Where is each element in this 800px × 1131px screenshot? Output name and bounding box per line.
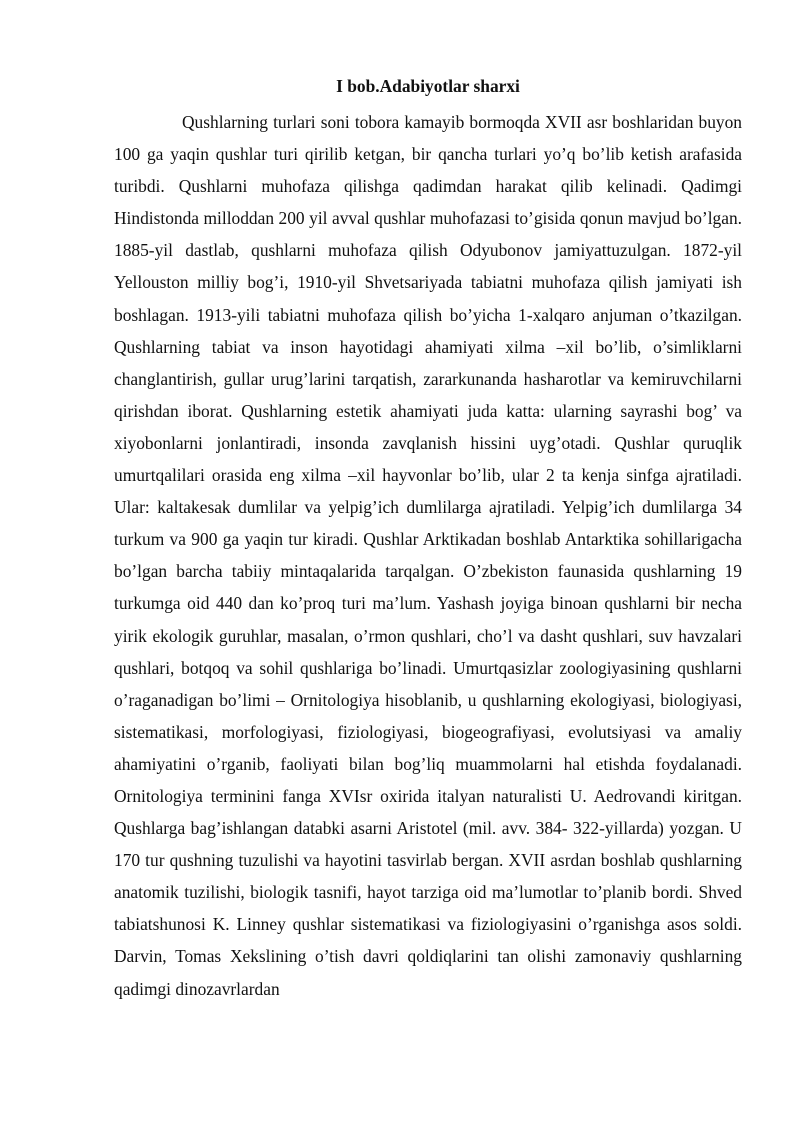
page-title: I bob.Adabiyotlar sharxi (336, 76, 520, 96)
document-page (114, 74, 742, 1005)
body-paragraph: Qushlarning turlari soni tobora kamayib bormoqda XVII asr boshlaridan buyon 100 ga yaqin qushlar turi qirilib ketgan, bir qancha turlari yo’q bo’lib ketish arafasida turibdi. Qushlarni muhofaza qilishga qadimdan harakat qilib kelinadi. Qadimgi Hindistonda milloddan 200 yil avval qushlar muhofazasi to’gisida qonun mavjud bo’lgan. 1885-yil dastlab, qushlarni muhofaza qilish Odyubonov jamiyattuzulgan. 1872-yil Yellouston milliy bog’i, 1910-yil Shvetsariyada tabiatni muhofaza qilish jamiyati ish boshlagan. 1913-yili tabiatni muhofaza qilish bo’yicha 1-xalqaro anjuman o’tkazilgan. Qushlarning tabiat va inson hayotidagi ahamiyati xilma –xil bo’lib, o’simliklarni changlantirish, gullar urug’larini tarqatish, zararkunanda hasharotlar va kemiruvchilarni qirishdan iborat. Qushlarning estetik ahamiyati juda katta: ularning sayrashi bog’ va xiyobonlarni jonlantiradi, insonda zavqlanish hissini uyg’otadi. Qushlar quruqlik umurtqalilari orasida eng xilma –xil hayvonlar bo’lib, ular 2 ta kenja sinfga ajratiladi. Ular: kaltakesak dumlilar va yelpig’ich dumlilarga ajratiladi. Yelpig’ich dumlilarga 34 turkum va 900 ga yaqin tur kiradi. Qushlar Arktikadan boshlab Antarktika sohillarigacha bo’lgan barcha tabiiy mintaqalarida tarqalgan. O’zbekiston faunasida qushlarning 19 turkumga oid 440 dan ko’proq turi ma’lum. Yashash joyiga binoan qushlarni bir necha yirik ekologik guruhlar, masalan, o’rmon qushlari, cho’l va dasht qushlari, suv havzalari qushlari, botqoq va sohil qushlariga bo’linadi. Umurtqasizlar zoologiyasining qushlarni o’raganadigan bo’limi – Ornitologiya hisoblanib, u qushlarning ekologiyasi, biologiyasi, sistematikasi, morfologiyasi, fiziologiyasi, biogeografiyasi, evolutsiyasi va amaliy ahamiyatini o’rganib, faoliyati bilan bog’liq muammolarni hal etishda foydalanadi. Ornitologiya terminini fanga XVIsr oxirida italyan naturalisti U. Aedrovandi kiritgan. Qushlarga bag’ishlangan databki asarni Aristotel (mil. avv. 384- 322-yillarda) yozgan. U 170 tur qushning tuzulishi va hayotini tasvirlab bergan. XVII asrdan boshlab qushlarning anatomik tuzilishi, biologik tasnifi, hayot tarziga oid ma’lumotlar to’planib bordi. Shved tabiatshunosi K. Linney qushlar sistematikasi va fiziologiyasini o’rganishga asos soldi. Darvin, Tomas Xekslining o’tish davri qoldiqlarini tan olishi zamonaviy qushlarning qadimgi dinozavrlardan (114, 112, 742, 999)
